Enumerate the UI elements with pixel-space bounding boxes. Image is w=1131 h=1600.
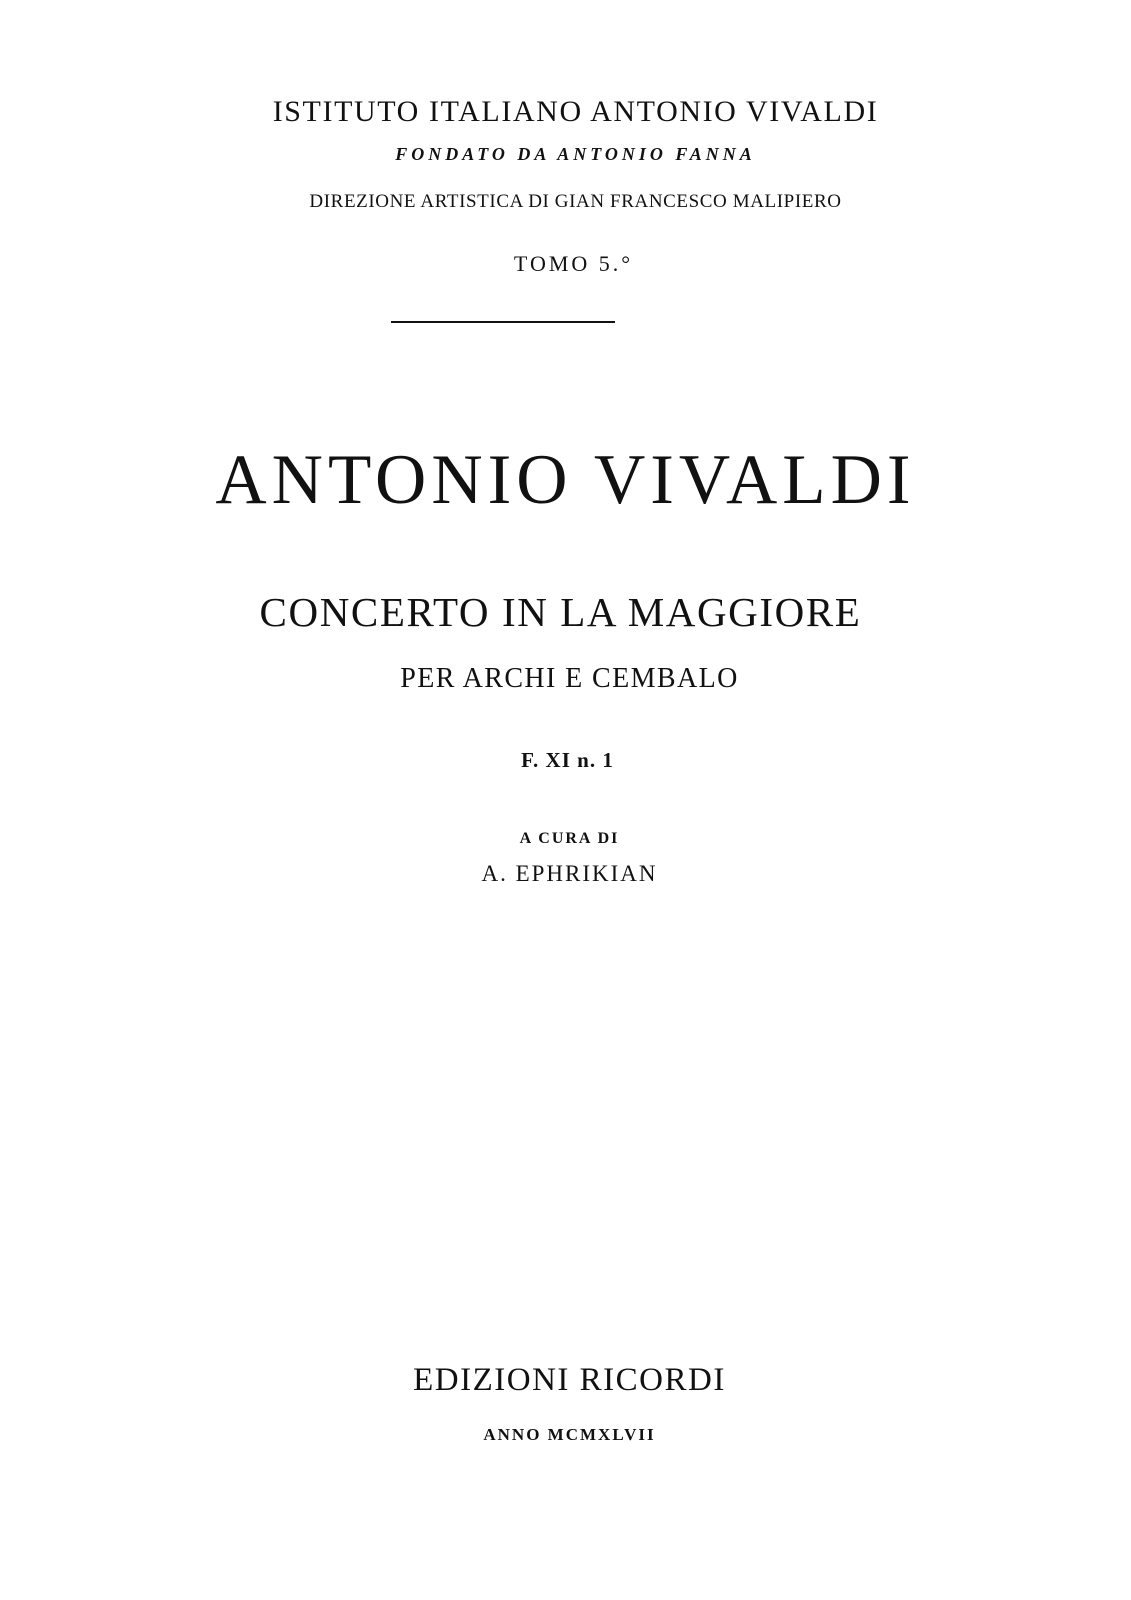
editor-label: A CURA DI bbox=[519, 830, 620, 847]
artistic-direction-line: DIREZIONE ARTISTICA DI GIAN FRANCESCO MALIPIERO bbox=[309, 191, 842, 212]
founded-by-line: FONDATO DA ANTONIO FANNA bbox=[395, 144, 756, 164]
publication-year: ANNO MCMXLVII bbox=[483, 1425, 656, 1444]
institute-name: ISTITUTO ITALIANO ANTONIO VIVALDI bbox=[272, 95, 879, 128]
volume-number: TOMO 5.° bbox=[513, 251, 634, 276]
catalogue-number: F. XI n. 1 bbox=[521, 748, 614, 772]
editor-name: A. EPHRIKIAN bbox=[481, 861, 658, 886]
instrumentation-line: PER ARCHI E CEMBALO bbox=[400, 663, 739, 694]
publisher-name: EDIZIONI RICORDI bbox=[413, 1362, 726, 1398]
divider-rule bbox=[391, 321, 615, 323]
composer-name: ANTONIO VIVALDI bbox=[215, 441, 916, 519]
work-title: CONCERTO IN LA MAGGIORE bbox=[259, 589, 862, 635]
